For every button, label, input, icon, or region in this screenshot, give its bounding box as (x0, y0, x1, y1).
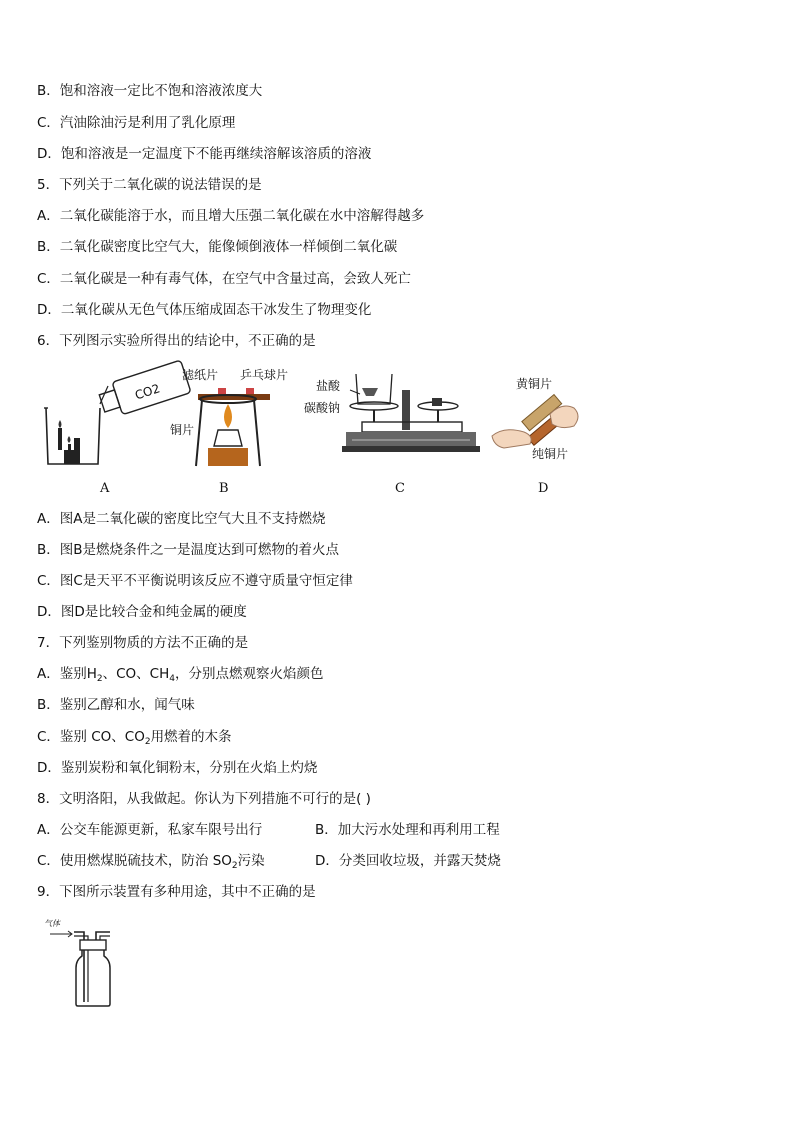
q4-option-c: C．汽油除油污是利用了乳化原理 (37, 115, 236, 131)
q8-option-a: A．公交车能源更新，私家车限号出行 (37, 822, 263, 838)
q4-option-b: B．饱和溶液一定比不饱和溶液浓度大 (37, 83, 263, 99)
subscript: 2 (231, 861, 238, 871)
figure-a-caption: A (100, 481, 110, 496)
figure-c-acid-label: 盐酸 (316, 379, 341, 393)
q6-stem: 6．下列图示实验所得出的结论中，不正确的是 (37, 333, 316, 349)
q7-option-d: D．鉴别炭粉和氧化铜粉末，分别在火焰上灼烧 (37, 760, 318, 776)
figure-b-caption: B (219, 481, 229, 496)
q4-option-d: D．饱和溶液是一定温度下不能再继续溶解该溶质的溶液 (37, 146, 372, 162)
figure-c-carbonate-label: 碳酸钠 (304, 401, 341, 415)
subscript: 4 (169, 674, 175, 684)
q5-option-d: D．二氧化碳从无色气体压缩成固态干冰发生了物理变化 (37, 302, 372, 318)
figure-b-pingpong-label: 乒乓球片 (240, 368, 289, 382)
figure-d-hardness-test (490, 374, 590, 464)
q7-stem: 7．下列鉴别物质的方法不正确的是 (37, 635, 249, 651)
q6-option-c: C．图C是天平不平衡说明该反应不遵守质量守恒定律 (37, 573, 353, 589)
q8-option-d: D．分类回收垃圾，并露天焚烧 (315, 853, 501, 869)
q5-option-b: B．二氧化碳密度比空气大，能像倾倒液体一样倾倒二氧化碳 (37, 239, 398, 255)
q6-option-d: D．图D是比较合金和纯金属的硬度 (37, 604, 247, 620)
subscript: 2 (96, 674, 103, 684)
q7-option-c-text: 用燃着的木条 (150, 729, 232, 745)
q8-option-b: B．加大污水处理和再利用工程 (315, 822, 500, 838)
q8-option-c-text: C．使用燃煤脱硫技术，防治 SO (37, 853, 232, 869)
q7-option-b: B．鉴别乙醇和水，闻气味 (37, 697, 195, 713)
figure-q9-gas-label: 气体 (44, 919, 60, 928)
figure-b-copper-label: 铜片 (170, 423, 195, 437)
q8-stem: 8．文明洛阳，从我做起。你认为下列措施不可行的是( ) (37, 791, 371, 807)
figure-a-co2-beaker (40, 368, 165, 468)
figure-c-balance (302, 368, 472, 466)
q7-option-c (37, 728, 232, 751)
q7-option-a-text: ，分别点燃观察火焰颜色 (175, 666, 324, 682)
q6-option-b: B．图B是燃烧条件之一是温度达到可燃物的着火点 (37, 542, 340, 558)
q9-stem: 9．下图所示装置有多种用途，其中不正确的是 (37, 884, 316, 900)
figure-d-caption: D (538, 481, 549, 496)
subscript: 2 (144, 737, 151, 747)
figure-q9-gas-bottle (44, 912, 134, 1012)
q5-stem: 5．下列关于二氧化碳的说法错误的是 (37, 177, 262, 193)
figure-c-caption: C (395, 481, 405, 496)
q8-option-c-text: 污染 (237, 853, 265, 869)
figure-b-filter-paper-label: 滤纸片 (182, 368, 219, 382)
q7-option-c-text: C．鉴别 CO、CO (37, 729, 145, 745)
figure-d-brass-label: 黄铜片 (516, 377, 553, 391)
q7-option-a-text: A．鉴别H (37, 666, 97, 682)
figure-d-pure-copper-label: 纯铜片 (532, 447, 569, 461)
q5-option-a: A．二氧化碳能溶于水，而且增大压强二氧化碳在水中溶解得越多 (37, 208, 425, 224)
q8-option-c (37, 852, 265, 875)
q6-option-a: A．图A是二氧化碳的密度比空气大且不支持燃烧 (37, 511, 326, 527)
q7-option-a (37, 665, 324, 688)
q7-option-a-text: 、CO、CH (102, 666, 170, 682)
figure-b-combustion-setup (168, 366, 289, 474)
figure-a-co2-label: CO2 (133, 381, 162, 403)
q5-option-c: C．二氧化碳是一种有毒气体，在空气中含量过高，会致人死亡 (37, 271, 411, 287)
